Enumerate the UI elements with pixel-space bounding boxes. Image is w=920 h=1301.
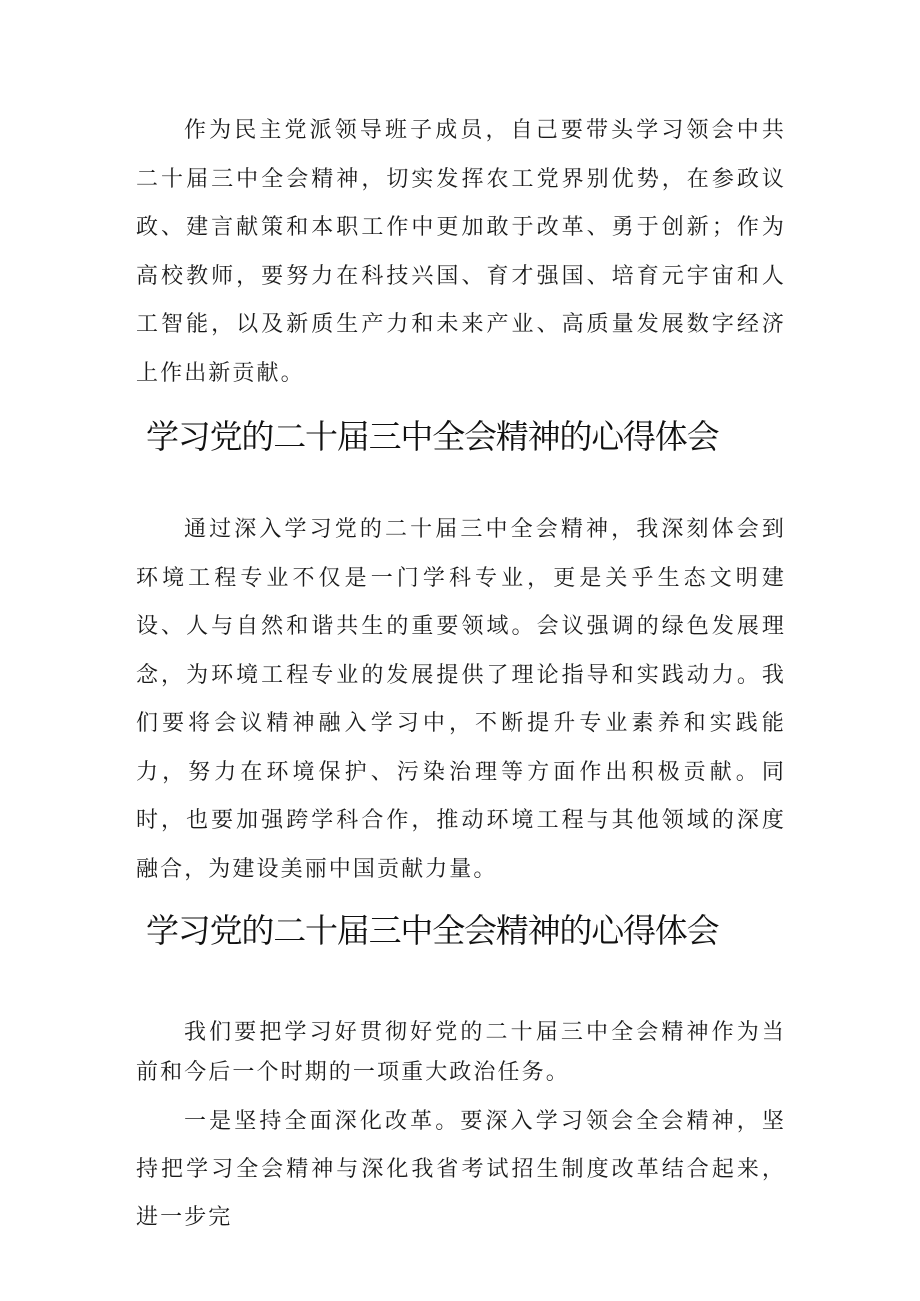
body-paragraph-4: 一是坚持全面深化改革。要深入学习领会全会精神，坚持把学习全会精神与深化我省考试招生制度改革结合起来，进一步完 — [136, 1109, 786, 1230]
body-paragraph-1: 作为民主党派领导班子成员，自己要带头学习领会中共二十届三中全会精神，切实发挥农工党界别优势，在参政议政、建言献策和本职工作中更加敢于改革、勇于创新；作为高校教师，要努力在科技兴国、育才强国、培育元宇宙和人工智能，以及新质生产力和未来产业、高质量发展数字经济上作出新贡献。 — [136, 118, 786, 386]
body-paragraph-2: 通过深入学习党的二十届三中全会精神，我深刻体会到环境工程专业不仅是一门学科专业，更是关乎生态文明建设、人与自然和谐共生的重要领域。会议强调的绿色发展理念，为环境工程专业的发展提供了理论指导和实践动力。我们要将会议精神融入学习中，不断提升专业素养和实践能力，努力在环境保护、污染治理等方面作出积极贡献。同时，也要加强跨学科合作，推动环境工程与其他领域的深度融合，为建设美丽中国贡献力量。 — [136, 517, 786, 882]
section-heading-2: 学习党的二十届三中全会精神的心得体会 — [146, 911, 719, 950]
body-paragraph-3: 我们要把学习好贯彻好党的二十届三中全会精神作为当前和今后一个时期的一项重大政治任务。 — [136, 1020, 786, 1085]
section-heading-1: 学习党的二十届三中全会精神的心得体会 — [146, 417, 719, 456]
